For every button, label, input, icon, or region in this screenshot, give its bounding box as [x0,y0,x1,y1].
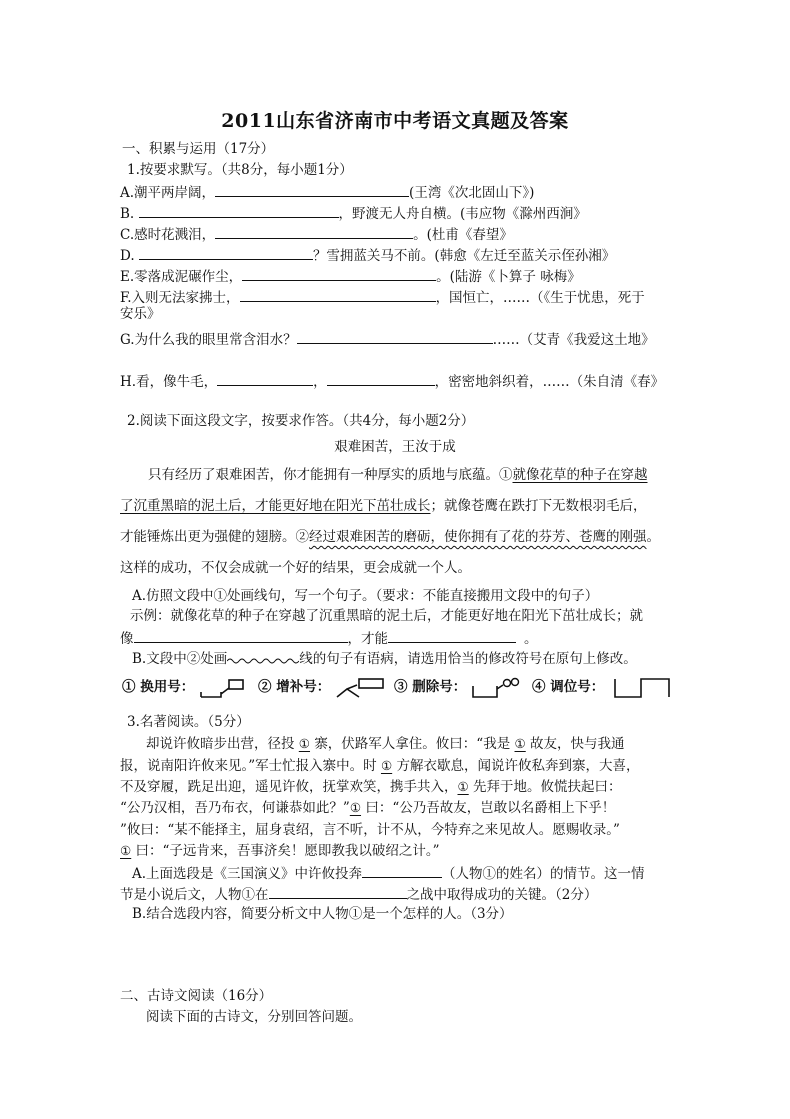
symbol-replace [122,676,247,699]
q3-mark: ① [514,736,526,751]
q1-f-prefix: F.入则无法家拂士， [120,290,240,306]
q1-e-prefix: E.零落成泥碾作尘， [120,269,243,285]
q1-item-e [120,266,581,286]
q2-sub-b-text-2: 线的句子有语病，请选用恰当的修改符号在原句上修改。 [299,651,637,667]
q1-item-d [120,245,615,265]
passage-1-underlined: 就像花草的种子在穿越 [512,467,648,483]
q3-mark: ① [457,779,469,794]
wavy-line-icon [227,655,299,665]
transpose-mark-icon [609,677,675,699]
passage-3-text: 才能锤炼出更为强健的翅膀。② [120,529,309,545]
passage-line-3 [120,528,660,546]
q1-item-b [120,203,587,223]
q1-h-blank-2[interactable] [327,371,435,386]
q2-sub-b [132,650,637,668]
q2-sub-a: A.仿照文段中①处画线句，写一个句子。（要求：不能直接搬用文段中的句子） [132,588,599,604]
passage-line-1 [148,466,648,484]
q1-h-comma: ， [313,374,327,390]
q3-l1-c: 故友，快与我通 [530,736,625,752]
q1-b-prefix: B. [120,206,139,222]
symbol-transpose-label: ④ 调位号： [532,679,605,695]
passage-1-text: 只有经历了艰难困苦，你才能拥有一种厚实的质地与底蕴。① [148,467,513,483]
q3-sub-b: B.结合选段内容，简要分析文中人物①是一个怎样的人。（3分） [132,906,513,922]
q1-item-f [120,287,645,307]
symbol-replace-label: ① 换用号： [122,679,195,695]
passage-2-underlined: 了沉重黑暗的泥土后，才能更好地在阳光下茁壮成长 [120,498,431,514]
q1-g-prefix: G.为什么我的眼里常含泪水？ [120,332,297,348]
q1-item-h [120,371,664,391]
q3-l1-b: 寨，伏路军人拿住。攸曰：“我是 [314,736,511,752]
q3-sub-a [132,863,645,883]
q1-g-suffix: ……（艾青《我爱这土地》 [492,332,655,348]
q1-b-blank[interactable] [139,203,339,218]
q1-d-prefix: D. [120,248,139,264]
q1-c-blank[interactable] [215,224,413,239]
delete-mark-icon [471,677,525,699]
symbol-delete [394,676,525,699]
q3-line-4 [120,799,615,817]
q3-line-2 [120,757,639,775]
q3-mark: ① [380,758,393,773]
q1-stem: 1.按要求默写。（共8分，每小题1分） [127,162,353,178]
passage-2-text: ；就像苍鹰在跌打下无数根羽毛后， [430,498,647,514]
q2-end: 。 [524,631,538,647]
q3-l1-a: 却说许攸暗步出营，径投 [146,736,295,752]
q3-l4-a: “公乃汉相，吾乃布衣，何谦恭如此？” [120,800,350,816]
q1-a-prefix: A.潮平两岸阔， [120,185,216,201]
q1-f-suffix: ，国恒亡，……（《生于忧患，死于 [435,290,645,306]
q2-like: 像 [120,631,134,647]
q3-stem: 3.名著阅读。（5分） [127,714,250,730]
page-title: 2011山东省济南市中考语文真题及答案 [221,110,569,132]
q1-a-blank[interactable] [215,182,409,197]
q3-l3-a: 不及穿履，跣足出迎，遥见许攸，抚掌欢笑，携手共入， [120,779,458,795]
q3-l4-b: 曰：“公乃吾故友，岂敢以名爵相上下乎！ [365,800,616,816]
passage-line-2 [120,497,647,515]
section2-intro: 阅读下面的古诗文，分别回答问题。 [146,1009,362,1025]
correction-symbols [122,676,667,702]
q3-l2-b: 方解衣歇息，闻说许攸私奔到寨，大喜， [396,758,640,774]
q1-b-suffix: ，野渡无人舟自横。(韦应物《滁州西涧》 [338,206,587,222]
symbol-delete-label: ③ 删除号： [394,679,467,695]
q2-answer-blank-2[interactable] [388,628,516,643]
q3-mark: ① [298,736,311,751]
q1-c-suffix: 。(杜甫《春望》 [413,227,513,243]
q2-answer-line [120,628,538,648]
q3-line-1 [146,735,625,753]
section2-heading: 二、古诗文阅读（16分） [120,988,273,1004]
symbol-insert-label: ② 增补号： [258,679,331,695]
q2-stem: 2.阅读下面这段文字，按要求作答。（共4分，每小题2分） [127,413,475,429]
q3-line-3 [120,778,622,796]
q2-answer-blank-1[interactable] [134,628,348,643]
q3-sub-a-cont [120,884,597,904]
q1-h-prefix: H.看，像牛毛， [120,374,218,390]
q1-e-blank[interactable] [242,266,436,281]
q2-example: 示例：就像花草的种子在穿越了沉重黑暗的泥土后，才能更好地在阳光下茁壮成长；就 [130,608,643,624]
q1-h-blank-1[interactable] [217,371,313,386]
q3-l3-b: 先拜于地。攸慌扶起曰： [473,779,622,795]
q1-item-f-cont: 安乐》 [120,306,161,322]
q3-qa-a: A.上面选段是《三国演义》中许攸投奔 [132,866,363,882]
q3-l6: 曰：“子远肯来，吾事济矣！愿即教我以破绍之计。” [135,843,440,859]
q2-sub-b-text-1: B.文段中②处画 [132,651,228,667]
q1-d-suffix: ？雪拥蓝关马不前。(韩愈《左迁至蓝关示侄孙湘》 [312,248,616,264]
symbol-insert [258,676,389,699]
passage-3-end: 。 [646,529,660,545]
q1-g-blank[interactable] [297,329,493,344]
q1-a-suffix: (王湾《次北固山下》) [409,185,535,201]
q1-item-g [120,329,655,349]
q1-c-prefix: C.感时花溅泪， [120,227,216,243]
q3-mark: ① [349,800,362,815]
q1-h-suffix: ，密密地斜织着，……（朱自清《春》 [434,374,665,390]
q1-item-c [120,224,513,244]
q3-line-5: ”攸曰：“某不能择主，屈身袁绍，言不听，计不从，今特弃之来见故人。愿赐收录。” [120,822,620,838]
q1-f-blank[interactable] [240,287,436,302]
q2-cai: ，才能 [347,631,388,647]
q1-e-suffix: 。(陆游《卜算子 咏梅》 [436,269,581,285]
symbol-transpose [532,676,675,699]
section1-heading: 一、积累与运用（17分） [122,141,275,157]
q3-qa2-a: 节是小说后文，人物①在 [120,887,269,903]
q3-l2-a: 报，说南阳许攸来见。”军士忙报入寨中。时 [120,758,377,774]
replace-mark-icon [199,677,247,699]
q3-mark: ① [120,843,132,858]
q3-line-6 [120,842,440,860]
q1-item-a [120,182,534,202]
q3-qa-blank-2[interactable] [269,884,407,899]
passage-3-wavy: 经过艰难困苦的磨砺，使你拥有了花的芬芳、苍鹰的刚强 [309,529,647,545]
q3-qa2-b: 之战中取得成功的关键。（2分） [406,887,598,903]
passage-line-4: 这样的成功，不仅会成就一个好的结果，更会成就一个人。 [120,560,471,576]
insert-mark-icon [335,677,389,699]
q3-qa-blank-1[interactable] [362,863,442,878]
q3-qa-b: （人物①的姓名）的情节。这一情 [442,866,645,882]
q1-d-blank[interactable] [139,245,313,260]
passage-title: 艰难困苦，王汝于成 [334,439,456,455]
